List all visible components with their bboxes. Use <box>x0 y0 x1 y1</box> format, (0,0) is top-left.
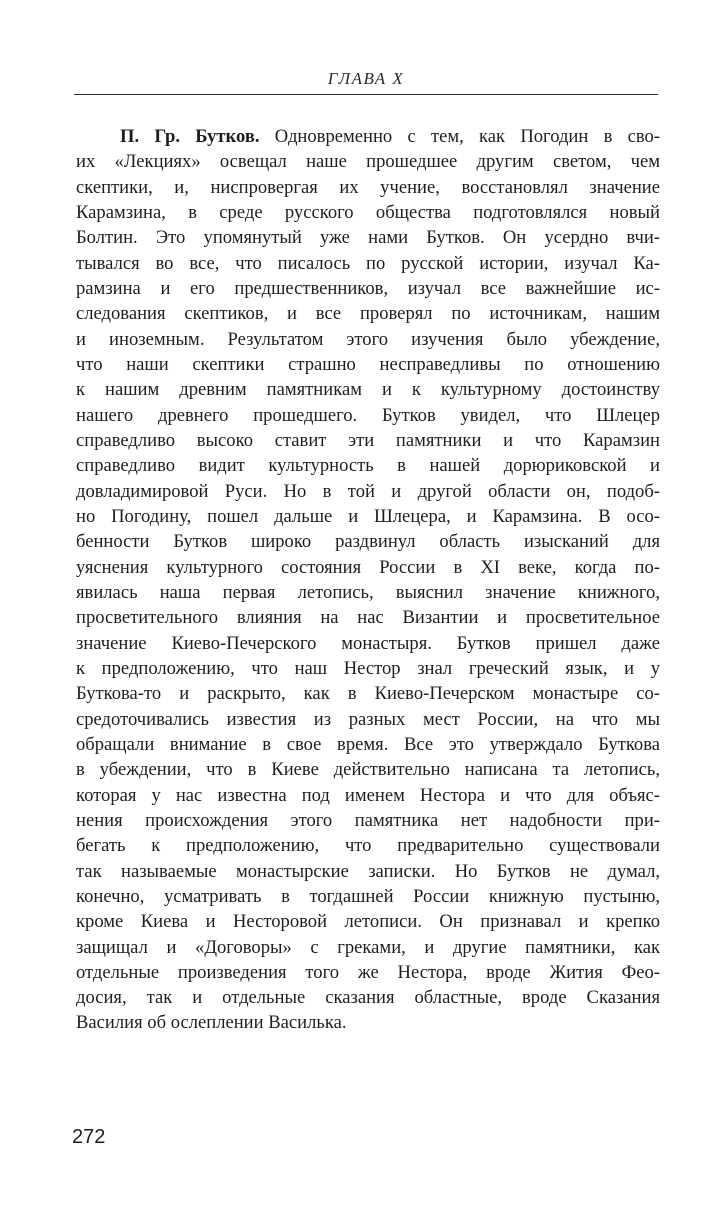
line-text: Одновременно с тем, как Погодин в сво- <box>259 126 661 147</box>
paragraph-line: справедливо высоко ставит эти памятники и что Карамзин <box>76 429 660 451</box>
paragraph-line: рамзина и его предшественников, изучал все важнейшие ис- <box>76 277 660 299</box>
paragraph-line: что наши скептики страшно несправедливы по отношению <box>76 353 660 375</box>
paragraph-line: явилась наша первая летопись, выяснил значение книжного, <box>76 581 660 603</box>
body-paragraph <box>76 124 660 1036</box>
author-name: П. Гр. Бутков. <box>120 126 260 147</box>
paragraph-line: довладимировой Руси. Но в той и другой области он, подоб- <box>76 480 660 502</box>
paragraph-line: обращали внимание в свое время. Все это утверждало Буткова <box>76 733 660 755</box>
paragraph-line <box>76 124 660 149</box>
page-number: 272 <box>72 1126 106 1148</box>
paragraph-line: Василия об ослеплении Василька. <box>76 1012 347 1034</box>
paragraph-line: нашего древнего прошедшего. Бутков увидел, что Шлецер <box>76 404 660 426</box>
paragraph-line: отдельные произведения того же Нестора, вроде Жития Фео- <box>76 961 660 983</box>
paragraph-line: тывался во все, что писалось по русской истории, изучал Ка- <box>76 252 660 274</box>
running-head: ГЛАВА X <box>74 64 658 95</box>
paragraph-line: бегать к предположению, что предварительно существовали <box>76 835 660 857</box>
paragraph-line: справедливо видит культурность в нашей дорюриковской и <box>76 455 660 477</box>
paragraph-line: Болтин. Это упомянутый уже нами Бутков. Он усердно вчи- <box>76 227 660 249</box>
paragraph-line: Карамзина, в среде русского общества подготовлялся новый <box>76 201 660 223</box>
paragraph-line: в убеждении, что в Киеве действительно написана та летопись, <box>76 759 660 781</box>
paragraph-line: досия, так и отдельные сказания областные, вроде Сказания <box>76 987 660 1009</box>
paragraph-line: так называемые монастырские записки. Но Бутков не думал, <box>76 860 660 882</box>
paragraph-line: защищал и «Договоры» с греками, и другие памятники, как <box>76 936 660 958</box>
paragraph-line: к нашим древним памятникам и к культурному достоинству <box>76 379 660 401</box>
paragraph-line: бенности Бутков широко раздвинул область изысканий для <box>76 531 660 553</box>
paragraph-line: следования скептиков, и все проверял по источникам, нашим <box>76 303 660 325</box>
paragraph-line: к предположению, что наш Нестор знал греческий язык, и у <box>76 657 660 679</box>
paragraph-line: которая у нас известна под именем Нестора и что для объяс- <box>76 784 660 806</box>
paragraph-line: скептики, и, ниспровергая их учение, восстановлял значение <box>76 176 660 198</box>
paragraph-line: конечно, усматривать в тогдашней России книжную пустыню, <box>76 885 660 907</box>
paragraph-line: просветительного влияния на нас Византии и просветительное <box>76 607 660 629</box>
paragraph-line: значение Киево-Печерского монастыря. Бутков пришел даже <box>76 632 660 654</box>
paragraph-line: уяснения культурного состояния России в XI веке, когда по- <box>76 556 660 578</box>
paragraph-line: кроме Киева и Несторовой летописи. Он признавал и крепко <box>76 911 660 933</box>
paragraph-line: их «Лекциях» освещал наше прошедшее другим светом, чем <box>76 151 660 173</box>
paragraph-line: нения происхождения этого памятника нет надобности при- <box>76 809 660 831</box>
paragraph-line: но Погодину, пошел дальше и Шлецера, и Карамзина. В осо- <box>76 505 660 527</box>
paragraph-line: средоточивались известия из разных мест России, на что мы <box>76 708 660 730</box>
paragraph-line: Буткова-то и раскрыто, как в Киево-Печерском монастыре со- <box>76 683 660 705</box>
paragraph-line: и иноземным. Результатом этого изучения было убеждение, <box>76 328 660 350</box>
